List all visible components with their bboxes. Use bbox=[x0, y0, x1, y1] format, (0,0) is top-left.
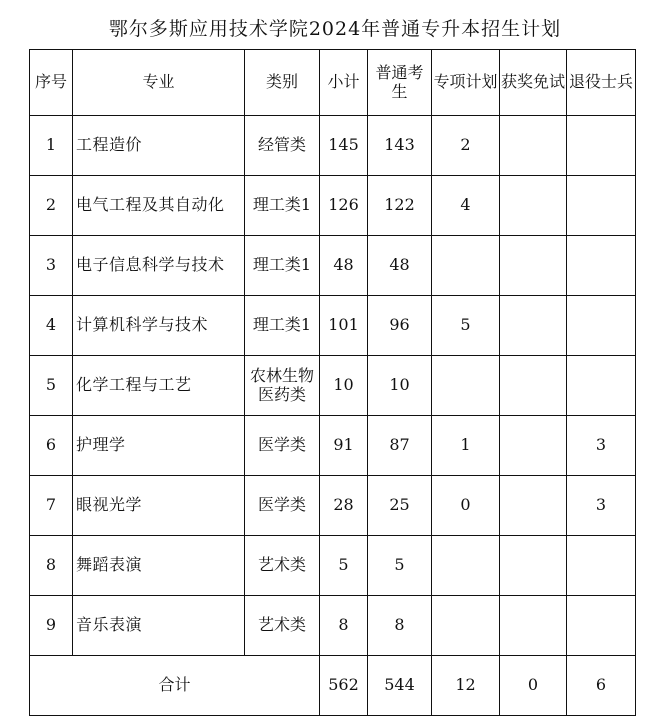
cell-special: 2 bbox=[432, 116, 500, 176]
cell-regular: 25 bbox=[368, 476, 432, 536]
cell-regular: 122 bbox=[368, 176, 432, 236]
cell-category: 理工类1 bbox=[245, 296, 320, 356]
header-major: 专业 bbox=[73, 50, 245, 116]
table-row bbox=[30, 536, 636, 596]
table-row bbox=[30, 356, 636, 416]
cell-category: 理工类1 bbox=[245, 176, 320, 236]
cell-regular: 48 bbox=[368, 236, 432, 296]
cell-major: 电气工程及其自动化 bbox=[73, 176, 245, 236]
cell-veteran bbox=[567, 536, 636, 596]
enrollment-plan-table bbox=[29, 49, 636, 716]
cell-subtotal: 5 bbox=[320, 536, 368, 596]
cell-category: 医学类 bbox=[245, 476, 320, 536]
table-row bbox=[30, 236, 636, 296]
cell-award bbox=[500, 236, 567, 296]
cell-seq: 9 bbox=[30, 596, 73, 656]
cell-award bbox=[500, 536, 567, 596]
cell-subtotal: 10 bbox=[320, 356, 368, 416]
total-label: 合计 bbox=[30, 656, 320, 716]
cell-seq: 7 bbox=[30, 476, 73, 536]
cell-veteran: 3 bbox=[567, 476, 636, 536]
cell-seq: 5 bbox=[30, 356, 73, 416]
cell-major: 计算机科学与技术 bbox=[73, 296, 245, 356]
cell-regular: 143 bbox=[368, 116, 432, 176]
cell-major: 眼视光学 bbox=[73, 476, 245, 536]
cell-veteran bbox=[567, 176, 636, 236]
cell-category: 经管类 bbox=[245, 116, 320, 176]
table-row bbox=[30, 116, 636, 176]
cell-award bbox=[500, 176, 567, 236]
header-special: 专项计划 bbox=[432, 50, 500, 116]
header-regular: 普通考生 bbox=[368, 50, 432, 116]
header-category: 类别 bbox=[245, 50, 320, 116]
header-award: 获奖免试 bbox=[500, 50, 567, 116]
cell-special: 1 bbox=[432, 416, 500, 476]
cell-category: 艺术类 bbox=[245, 596, 320, 656]
table-row bbox=[30, 296, 636, 356]
cell-special: 0 bbox=[432, 476, 500, 536]
cell-category: 艺术类 bbox=[245, 536, 320, 596]
cell-special: 5 bbox=[432, 296, 500, 356]
cell-veteran bbox=[567, 296, 636, 356]
cell-subtotal: 145 bbox=[320, 116, 368, 176]
cell-subtotal: 48 bbox=[320, 236, 368, 296]
table-row bbox=[30, 176, 636, 236]
cell-award bbox=[500, 296, 567, 356]
cell-veteran: 3 bbox=[567, 416, 636, 476]
total-subtotal: 562 bbox=[320, 656, 368, 716]
table-row bbox=[30, 596, 636, 656]
cell-special bbox=[432, 236, 500, 296]
page-title: 鄂尔多斯应用技术学院2024年普通专升本招生计划 bbox=[108, 18, 562, 40]
header-subtotal: 小计 bbox=[320, 50, 368, 116]
cell-veteran bbox=[567, 116, 636, 176]
total-veteran: 6 bbox=[567, 656, 636, 716]
cell-category: 医学类 bbox=[245, 416, 320, 476]
cell-special bbox=[432, 356, 500, 416]
cell-regular: 10 bbox=[368, 356, 432, 416]
cell-regular: 96 bbox=[368, 296, 432, 356]
cell-category: 理工类1 bbox=[245, 236, 320, 296]
total-row bbox=[30, 656, 636, 716]
total-award: 0 bbox=[500, 656, 567, 716]
cell-special: 4 bbox=[432, 176, 500, 236]
cell-major: 舞蹈表演 bbox=[73, 536, 245, 596]
cell-special bbox=[432, 536, 500, 596]
table-body bbox=[30, 50, 636, 716]
cell-award bbox=[500, 476, 567, 536]
cell-major: 工程造价 bbox=[73, 116, 245, 176]
cell-subtotal: 28 bbox=[320, 476, 368, 536]
cell-seq: 4 bbox=[30, 296, 73, 356]
cell-major: 护理学 bbox=[73, 416, 245, 476]
cell-major: 化学工程与工艺 bbox=[73, 356, 245, 416]
cell-regular: 5 bbox=[368, 536, 432, 596]
cell-subtotal: 91 bbox=[320, 416, 368, 476]
cell-seq: 6 bbox=[30, 416, 73, 476]
cell-major: 电子信息科学与技术 bbox=[73, 236, 245, 296]
cell-seq: 3 bbox=[30, 236, 73, 296]
cell-award bbox=[500, 356, 567, 416]
header-row bbox=[30, 50, 636, 116]
header-seq: 序号 bbox=[30, 50, 73, 116]
cell-seq: 8 bbox=[30, 536, 73, 596]
cell-subtotal: 8 bbox=[320, 596, 368, 656]
cell-subtotal: 126 bbox=[320, 176, 368, 236]
cell-veteran bbox=[567, 596, 636, 656]
cell-subtotal: 101 bbox=[320, 296, 368, 356]
cell-award bbox=[500, 416, 567, 476]
cell-regular: 8 bbox=[368, 596, 432, 656]
cell-seq: 1 bbox=[30, 116, 73, 176]
cell-regular: 87 bbox=[368, 416, 432, 476]
cell-seq: 2 bbox=[30, 176, 73, 236]
cell-veteran bbox=[567, 236, 636, 296]
table-row bbox=[30, 476, 636, 536]
cell-category: 农林生物医药类 bbox=[245, 356, 320, 416]
cell-award bbox=[500, 596, 567, 656]
total-special: 12 bbox=[432, 656, 500, 716]
total-regular: 544 bbox=[368, 656, 432, 716]
cell-award bbox=[500, 116, 567, 176]
cell-special bbox=[432, 596, 500, 656]
table-row bbox=[30, 416, 636, 476]
cell-major: 音乐表演 bbox=[73, 596, 245, 656]
header-veteran: 退役士兵 bbox=[567, 50, 636, 116]
cell-veteran bbox=[567, 356, 636, 416]
